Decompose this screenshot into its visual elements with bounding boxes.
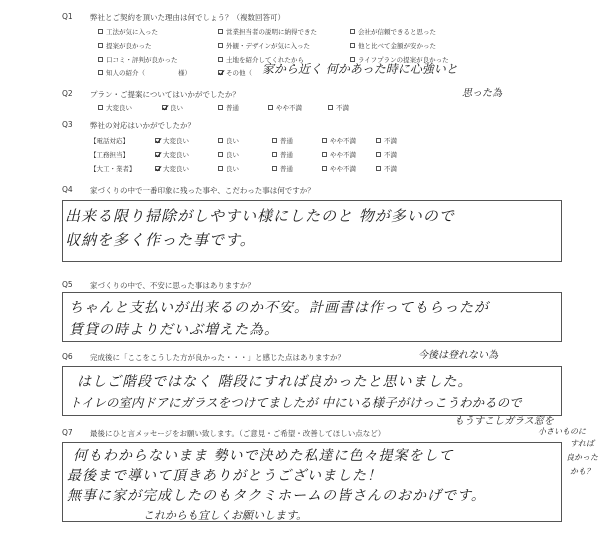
q1-option[interactable]: 提案が良かった (98, 41, 152, 50)
checkbox-icon[interactable] (218, 138, 223, 143)
q6-handwritten-note: 今後は登れない為 (418, 350, 498, 361)
q5-number: Q5 (62, 280, 73, 289)
q3-option[interactable]: 普通 (272, 150, 293, 159)
q3-option[interactable]: 大変良い (155, 150, 189, 159)
q1-option[interactable]: ライフプランの提案が良かった (350, 55, 449, 64)
q3-option[interactable]: やや不満 (322, 150, 356, 159)
checkbox-icon[interactable] (218, 43, 223, 48)
checkbox-icon[interactable] (376, 138, 381, 143)
q1-acquaintance-suffix: 様） (178, 69, 191, 77)
q3-option[interactable]: 普通 (272, 164, 293, 173)
q5-answer-line: ちゃんと支払いが出来るのか不安。計画書は作ってもらったが (69, 300, 489, 316)
checkbox-icon[interactable] (218, 105, 223, 110)
q4-number: Q4 (62, 185, 73, 194)
checkbox-icon[interactable] (98, 57, 103, 62)
checkbox-icon[interactable] (268, 105, 273, 110)
q1-option[interactable]: 外観・デザインが気に入った (218, 41, 310, 50)
checkbox-icon[interactable] (322, 166, 327, 171)
checkbox-checked-icon[interactable] (155, 152, 160, 157)
q7-answer-line: 何もわからないまま 勢いで決めた私達に色々提案をして (73, 448, 454, 464)
q7-answer-line: 最後まで導いて頂きありがとうございました！ (67, 468, 382, 484)
q3-option[interactable]: 不満 (376, 136, 397, 145)
q1-number: Q1 (62, 12, 73, 21)
q1-option[interactable]: 他と比べて金額が安かった (350, 41, 436, 50)
checkbox-checked-icon[interactable] (155, 138, 160, 143)
q2-option[interactable]: やや不満 (268, 103, 302, 112)
q1-other-handwritten-2: 思った為 (462, 88, 502, 99)
checkbox-icon[interactable] (322, 152, 327, 157)
q2-option[interactable]: 普通 (218, 103, 239, 112)
q2-question: プラン・ご提案についてはいかがでしたか？ (90, 90, 240, 99)
checkbox-icon[interactable] (376, 166, 381, 171)
q4-answer-line: 出来る限り掃除がしやすい様にしたのと 物が多いので (65, 207, 455, 225)
q1-option-acquaintance[interactable]: 知人の紹介（ (98, 68, 145, 77)
q3-option[interactable]: 良い (218, 150, 239, 159)
q2-option[interactable]: 良い (162, 103, 183, 112)
q5-question: 家づくりの中で、不安に思った事はありますか？ (90, 281, 255, 290)
checkbox-icon[interactable] (350, 29, 355, 34)
checkbox-icon[interactable] (98, 43, 103, 48)
q7-answer-line: これからも宜しくお願いします。 (143, 509, 308, 522)
q6-side-note: 小さいものに (538, 427, 586, 436)
q2-number: Q2 (62, 89, 73, 98)
checkbox-checked-icon[interactable] (155, 166, 160, 171)
q5-answer-line: 賃貸の時よりだいぶ増えた為。 (69, 322, 279, 338)
q1-option[interactable]: 会社が信頼できると思った (350, 27, 436, 36)
q2-option[interactable]: 不満 (328, 103, 349, 112)
q7-number: Q7 (62, 428, 73, 437)
q3-row-label: 【電話対応】 (90, 137, 129, 145)
q6-side-note: もうすこしガラス窓を (454, 416, 554, 427)
checkbox-icon[interactable] (98, 29, 103, 34)
checkbox-icon[interactable] (272, 166, 277, 171)
q1-option[interactable]: 土地を紹介してくれたから (218, 55, 304, 64)
q3-option[interactable]: やや不満 (322, 164, 356, 173)
q6-question: 完成後に「ここをこうした方が良かった・・・」と感じた点はありますか？ (90, 353, 345, 362)
q3-option[interactable]: 不満 (376, 164, 397, 173)
q3-question: 弊社の対応はいかがでしたか？ (90, 121, 195, 130)
q3-option[interactable]: やや不満 (322, 136, 356, 145)
checkbox-icon[interactable] (272, 152, 277, 157)
q6-answer-box[interactable] (62, 366, 562, 416)
q3-option[interactable]: 良い (218, 164, 239, 173)
q4-answer-box[interactable] (62, 200, 562, 262)
q7-answer-line: 無事に家が完成したのもタクミホームの皆さんのおかげです。 (67, 488, 486, 504)
q1-option-other[interactable]: その他（ (218, 68, 252, 77)
checkbox-icon[interactable] (218, 166, 223, 171)
q1-question: 弊社とご契約を頂いた理由は何でしょう？（複数回答可） (90, 13, 285, 22)
checkbox-checked-icon[interactable] (162, 105, 167, 110)
q3-number: Q3 (62, 120, 73, 129)
q3-row-label: 【大工・業者】 (90, 165, 136, 173)
q4-answer-line: 収納を多く作った事です。 (65, 231, 256, 249)
q3-option[interactable]: 大変良い (155, 136, 189, 145)
q7-question: 最後にひと言メッセージをお願い致します。（ご意見・ご希望・改善してほしい点など） (90, 429, 386, 438)
checkbox-icon[interactable] (350, 43, 355, 48)
checkbox-icon[interactable] (98, 105, 103, 110)
q1-option[interactable]: 口コミ・評判が良かった (98, 55, 178, 64)
checkbox-icon[interactable] (218, 152, 223, 157)
q1-other-handwritten: 家から近く 何かあった時に心強いと (262, 62, 458, 76)
checkbox-icon[interactable] (328, 105, 333, 110)
q6-side-note: 良かった (566, 453, 598, 462)
q3-option[interactable]: 良い (218, 136, 239, 145)
q2-option[interactable]: 大変良い (98, 103, 132, 112)
q6-answer-line: はしご階段ではなく 階段にすれば良かったと思いました。 (77, 374, 473, 390)
checkbox-icon[interactable] (218, 29, 223, 34)
q4-question: 家づくりの中で一番印象に残った事や、こだわった事は何ですか？ (90, 186, 315, 195)
q5-answer-box[interactable] (62, 292, 562, 342)
q3-option[interactable]: 大変良い (155, 164, 189, 173)
checkbox-icon[interactable] (272, 138, 277, 143)
q6-side-note: すれば (570, 439, 594, 448)
checkbox-icon[interactable] (322, 138, 327, 143)
checkbox-icon[interactable] (218, 57, 223, 62)
q3-option[interactable]: 普通 (272, 136, 293, 145)
q1-option[interactable]: 営業担当者の説明に納得できた (218, 27, 317, 36)
q3-option[interactable]: 不満 (376, 150, 397, 159)
q6-answer-line: トイレの室内ドアにガラスをつけてましたが 中にいる様子がけっこうわかるので (69, 395, 522, 410)
q6-number: Q6 (62, 352, 73, 361)
q1-option[interactable]: 工法が気に入った (98, 27, 158, 36)
q7-answer-box[interactable] (62, 442, 562, 522)
checkbox-checked-icon[interactable] (218, 70, 223, 75)
q6-side-note: かも？ (570, 467, 594, 476)
checkbox-icon[interactable] (376, 152, 381, 157)
q3-row-label: 【工務担当】 (90, 151, 129, 159)
checkbox-icon[interactable] (98, 70, 103, 75)
